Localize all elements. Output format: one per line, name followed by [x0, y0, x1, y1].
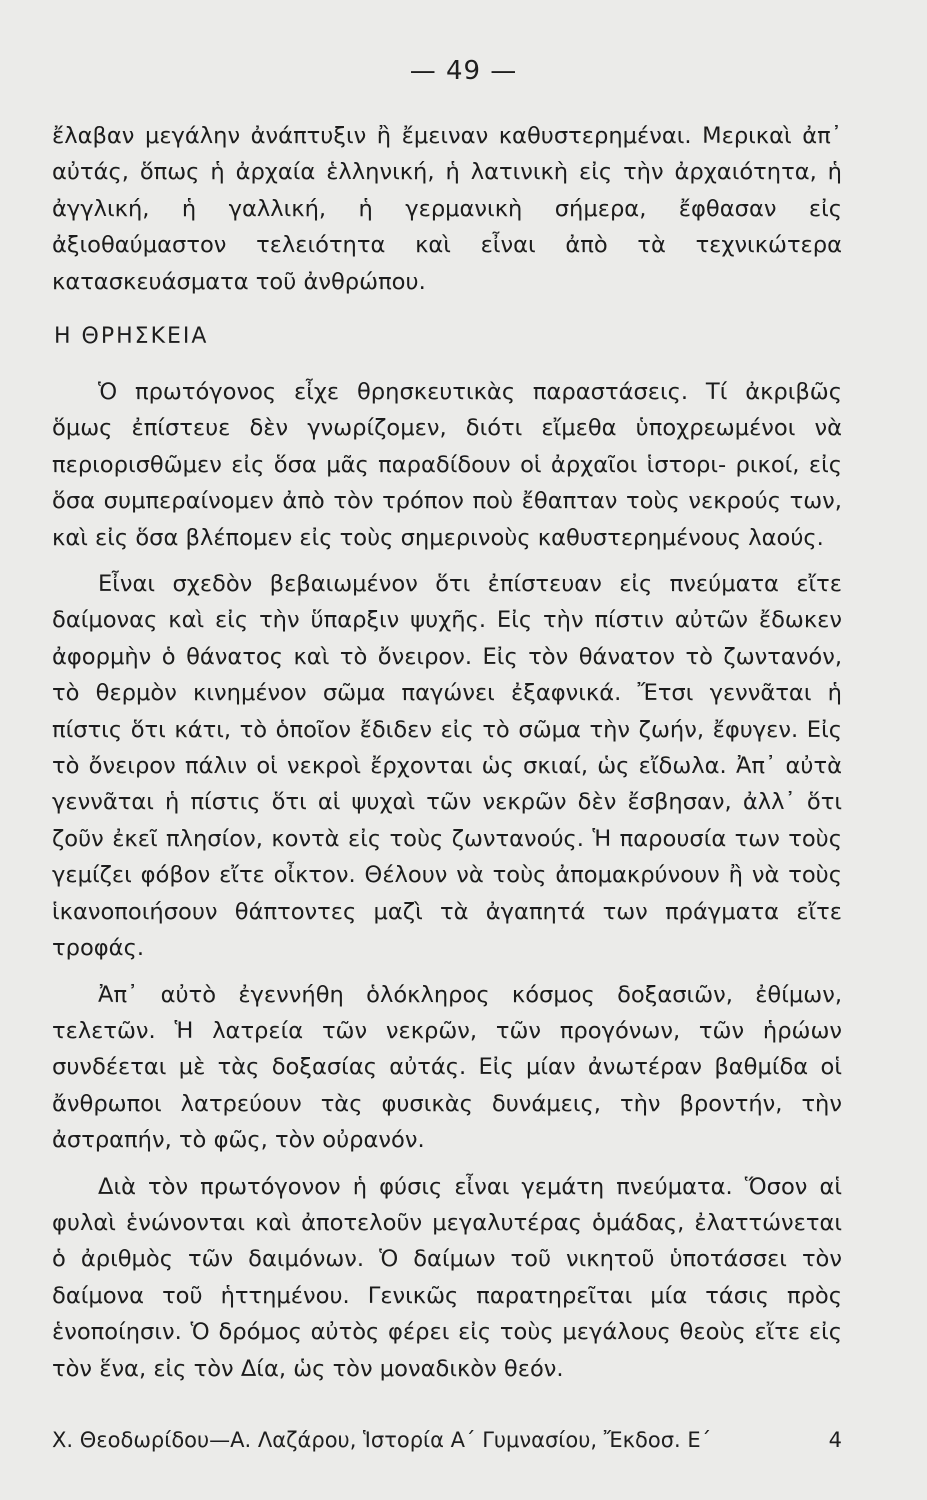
page-number: — 49 —: [409, 56, 518, 86]
footer-signature: 4: [828, 1428, 842, 1452]
paragraph-4: Διὰ τὸν πρωτόγονον ἡ φύσις εἶναι γεμάτη πνεύματα. Ὅσον αἱ φυλαὶ ἑνώνονται καὶ ἀποτελοῦν μεγαλυτέρας ὁμάδας, ἐλαττώνεται ὁ ἀριθμὸς τῶν δαιμόνων. Ὁ δαίμων τοῦ νικητοῦ ὑποτάσσει τὸν δαίμονα τοῦ ἡττημένου. Γενικῶς παρατηρεῖται μία τάσις πρὸς ἑνοποίησιν. Ὁ δρόμος αὐτὸς φέρει εἰς τοὺς μεγάλους θεοὺς εἴτε εἰς τὸν ἕνα, εἰς τὸν Δία, ὡς τὸν μοναδικὸν θεόν.: [52, 1173, 842, 1382]
footer-citation: Χ. Θεοδωρίδου—Α. Λαζάρου, Ἱστορία Α΄ Γυμνασίου, Ἔκδοσ. Ε΄: [52, 1428, 712, 1452]
paragraph-1: Ὁ πρωτόγονος εἶχε θρησκευτικὰς παραστάσεις. Τί ἀκριβῶς ὅμως ἐπίστευε δὲν γνωρίζομεν, διότι εἴμεθα ὑποχρεωμένοι νὰ περιορισθῶμεν εἰς ὅσα μᾶς παραδίδουν οἱ ἀρχαῖοι ἱστορι- ρικοί, εἰς ὅσα συμπεραίνομεν ἀπὸ τὸν τρόπον ποὺ ἔθαπταν τοὺς νεκρούς των, καὶ εἰς ὅσα βλέπομεν εἰς τοὺς σημερινοὺς καθυστερημένους λαούς.: [52, 379, 842, 551]
intro-paragraph: ἔλαβαν μεγάλην ἀνάπτυξιν ἢ ἔμειναν καθυστερημέναι. Μερικαὶ ἀπ᾽ αὐτάς, ὅπως ἡ ἀρχαία ἑλληνική, ἡ λατινικὴ εἰς τὴν ἀρχαιότητα, ἡ ἀγγλική, ἡ γαλλική, ἡ γερμανικὴ σήμερα, ἔφθασαν εἰς ἀξιοθαύμαστον τελειότητα καὶ εἶναι ἀπὸ τὰ τεχνικώτερα κατασκευάσματα τοῦ ἀνθρώπου.: [52, 123, 842, 295]
page-footer: [52, 1428, 842, 1452]
paragraph-3: Ἀπ᾽ αὐτὸ ἐγεννήθη ὁλόκληρος κόσμος δοξασιῶν, ἐθίμων, τελετῶν. Ἡ λατρεία τῶν νεκρῶν, τῶν προγόνων, τῶν ἡρώων συνδέεται μὲ τὰς δοξασίας αὐτάς. Εἰς μίαν ἀνωτέραν βαθμίδα οἱ ἄνθρωποι λατρεύουν τὰς φυσικὰς δυνάμεις, τὴν βροντήν, τὴν ἀστραπήν, τὸ φῶς, τὸν οὐρανόν.: [52, 981, 842, 1154]
intro-text: [52, 118, 842, 300]
section-heading: Η ΘΡΗΣΚΕΙΑ: [54, 324, 209, 349]
paragraph-2: Εἶναι σχεδὸν βεβαιωμένον ὅτι ἐπίστευαν εἰς πνεύματα εἴτε δαίμονας καὶ εἰς τὴν ὕπαρξιν ψυχῆς. Εἰς τὴν πίστιν αὐτῶν ἔδωκεν ἀφορμὴν ὁ θάνατος καὶ τὸ ὄνειρον. Εἰς τὸν θάνατον τὸ ζωντανόν, τὸ θερμὸν κινημένον σῶμα παγώνει ἐξαφνικά. Ἔτσι γεννᾶται ἡ πίστις ὅτι κάτι, τὸ ὁποῖον ἔδιδεν εἰς τὸ σῶμα τὴν ζωήν, ἔφυγεν. Εἰς τὸ ὄνειρον πάλιν οἱ νεκροὶ ἔρχονται ὡς σκιαί, ὡς εἴδωλα. Ἀπ᾽ αὐτὰ γεννᾶται ἡ πίστις ὅτι αἱ ψυχαὶ τῶν νεκρῶν δὲν ἔσβησαν, ἀλλ᾽ ὅτι ζοῦν ἐκεῖ πλησίον, κοντὰ εἰς τοὺς ζωντανούς. Ἡ παρουσία των τοὺς γεμίζει φόβον εἴτε οἶκτον. Θέλουν νὰ τοὺς ἀπομακρύνουν ἢ νὰ τοὺς ἱκανοποιήσουν θάπτοντες μαζὶ τὰ ἀγαπητά των πράγματα εἴτε τροφάς.: [52, 571, 842, 962]
section-body: [52, 374, 842, 1387]
